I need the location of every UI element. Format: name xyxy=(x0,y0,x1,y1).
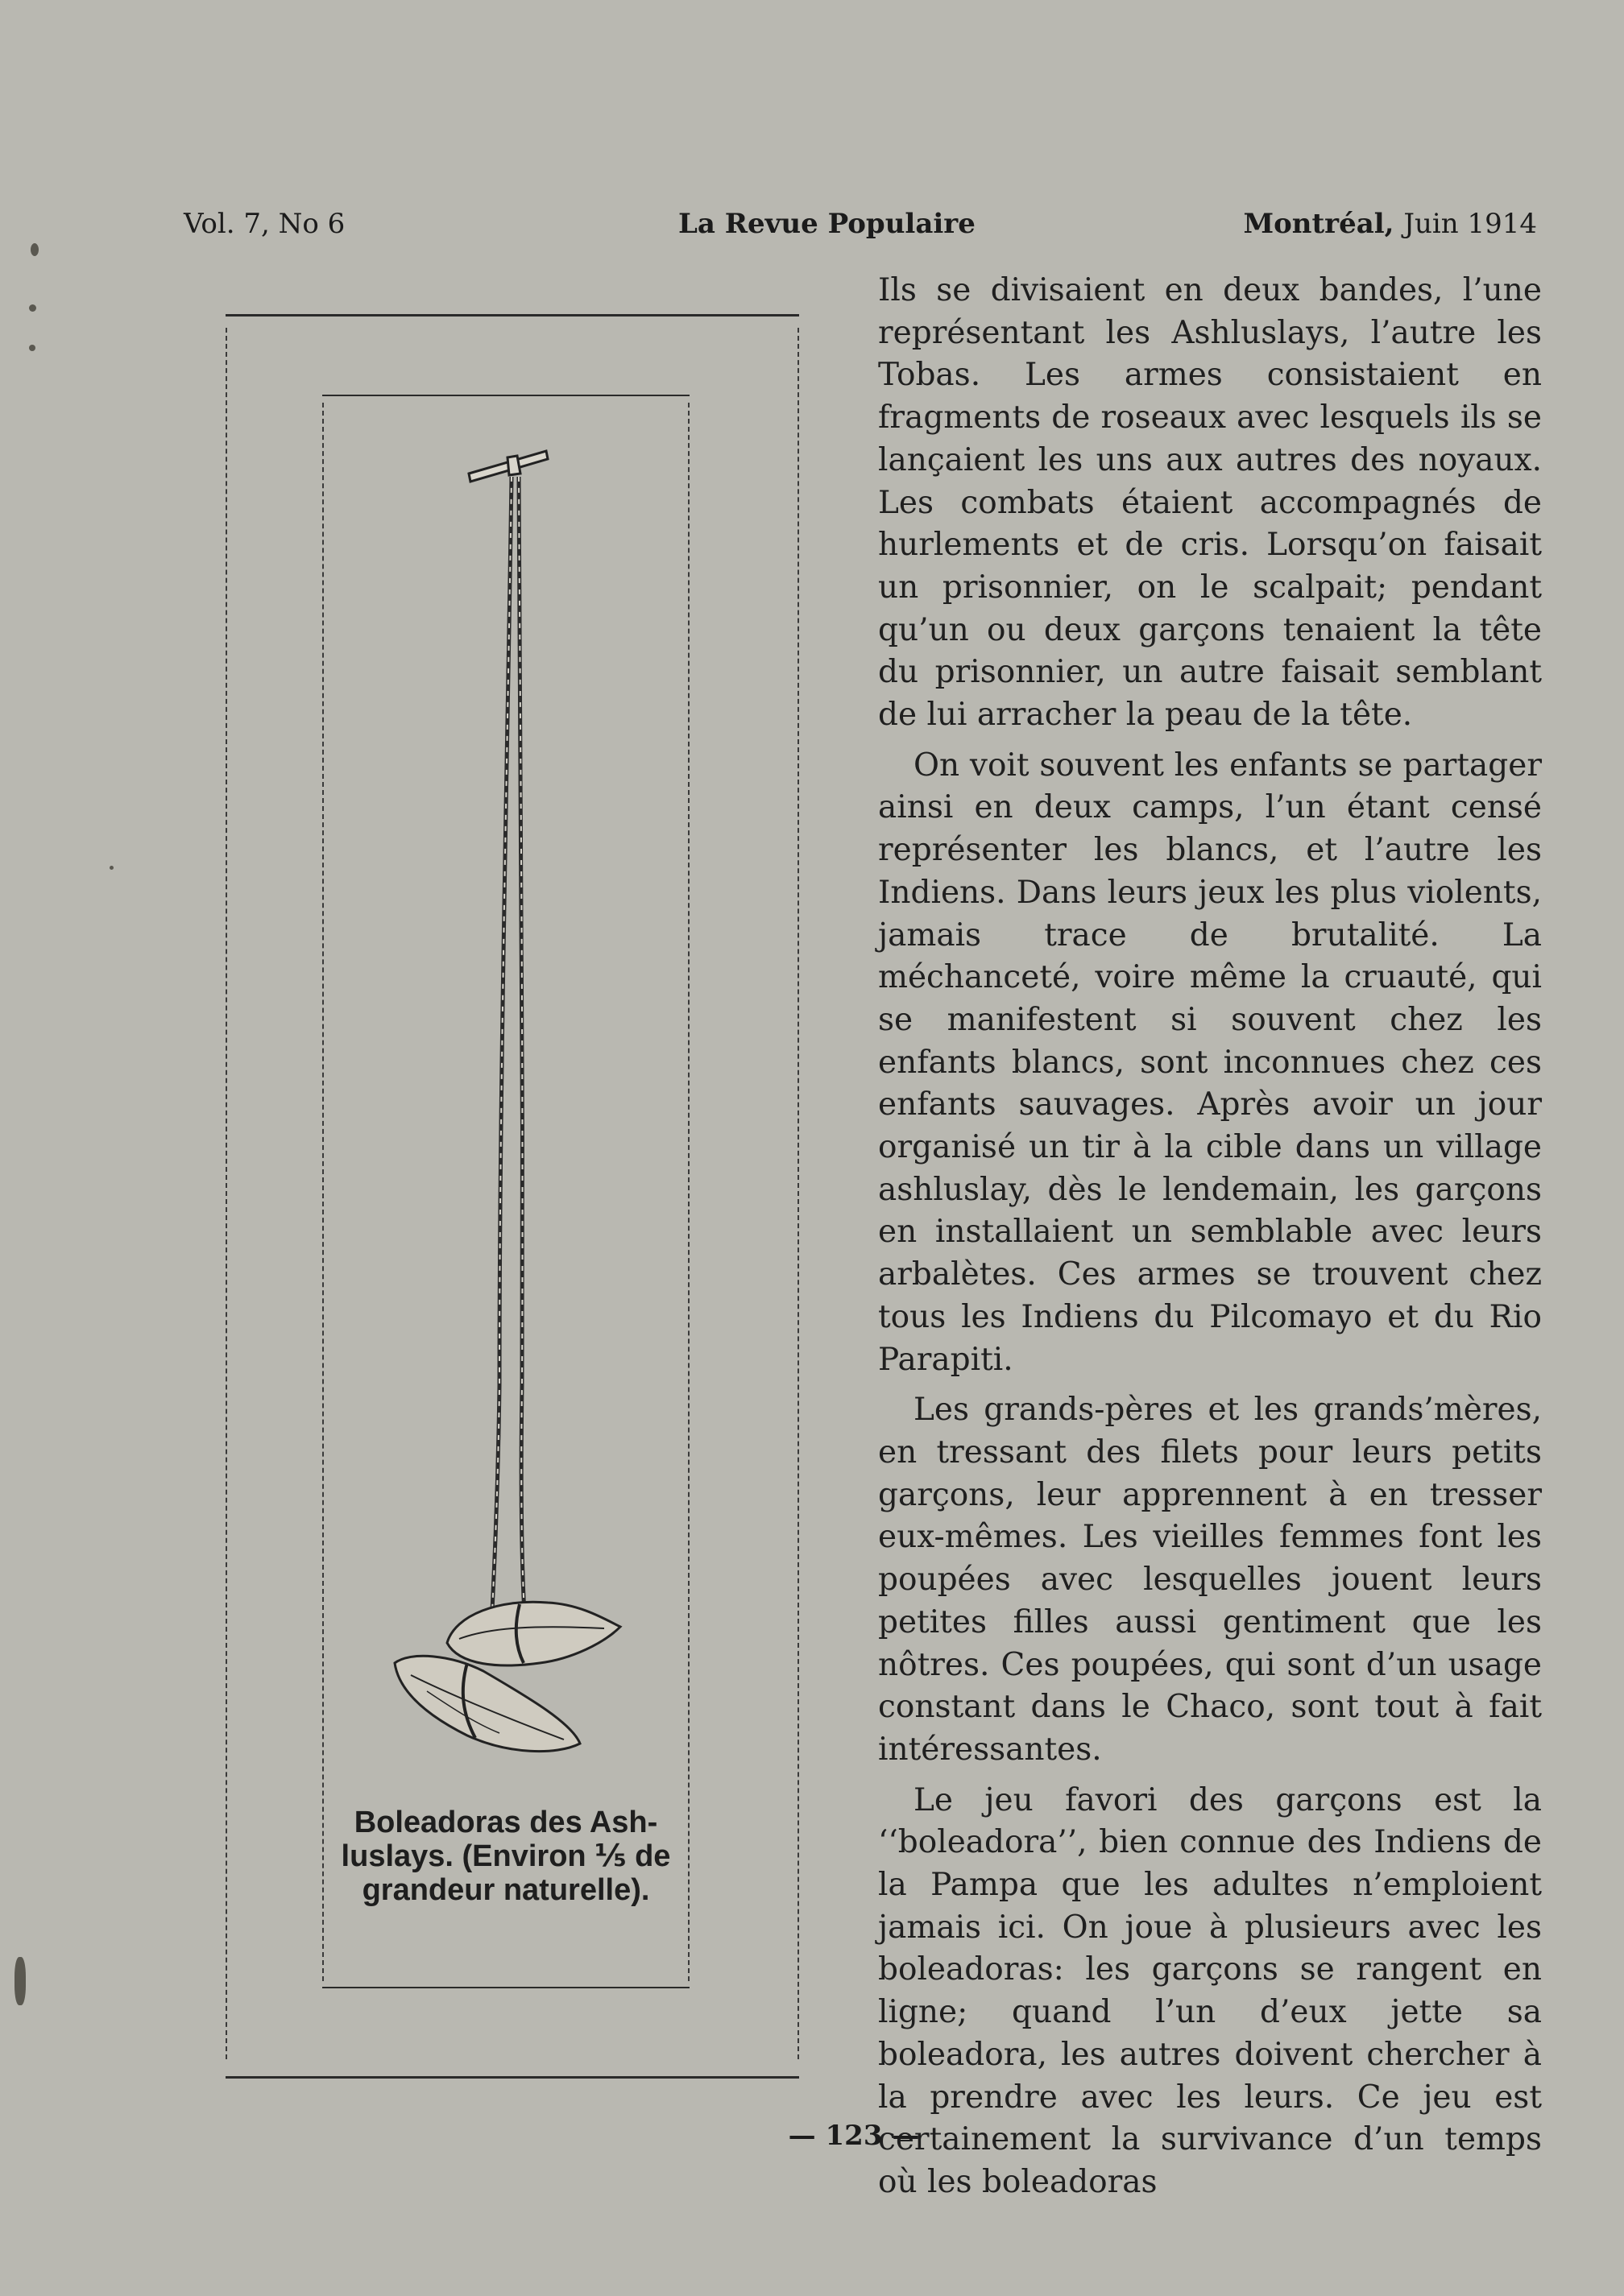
article-column xyxy=(878,270,1542,2212)
paper-speck xyxy=(29,345,35,351)
paragraph-1: Ils se divisaient en deux bandes, l’une représentant les Ashluslays, l’autre les Tobas. Les armes consistaient en fragments de roseaux avec lesquels ils se lançaient les uns aux autres des noyaux. Les combats étaient accompagnés de hurlements et de cris. Lorsqu’on faisait un prisonnier, on le scalpait; pendant qu’un ou deux garçons tenaient la tête du prisonnier, un autre faisait semblant de lui arracher la peau de la tête. xyxy=(878,272,1542,734)
paragraph-2: On voit souvent les enfants se partager ainsi en deux camps, l’un étant censé représenter les blancs, et l’autre les Indiens. Dans leurs jeux les plus violents, jamais trace de brutalité. La méchanceté, voire même la cruauté, qui se manifestent si souvent chez les enfants blancs, sont inconnues chez ces enfants sauvages. Après avoir un jour organisé un tir à la cible dans un village ashluslay, dès le lendemain, les garçons en installaient un semblable avec leurs arbalètes. Ces armes se trouvent chez tous les Indiens du Pilcomayo et du Rio Parapiti. xyxy=(878,747,1542,1378)
handle-bar xyxy=(469,451,548,482)
figure-caption: Boleadoras des Ash-luslays. (Environ ⅕ de grandeur naturelle). xyxy=(341,1806,671,1907)
boleadora-illustration xyxy=(379,435,636,1780)
cords xyxy=(490,477,525,1659)
inner-frame-right-line xyxy=(688,403,690,1981)
paragraph-3: Les grands-pères et les grands’mères, en tressant des filets pour leurs petits garçons, leur apprennent à en tresser eux-mêmes. Les vieilles femmes font les poupées avec lesquelles jouent leurs petites filles aussi gentiment que les nôtres. Ces poupées, qui sont d’un usage constant dans le Chaco, sont tout à fait intéressantes. xyxy=(878,1392,1542,1768)
publication-title: La Revue Populaire xyxy=(678,208,976,240)
lower-stone xyxy=(395,1656,580,1751)
upper-stone xyxy=(447,1602,620,1665)
paragraph-4: Le jeu favori des garçons est la ‘‘boleadora’’, bien connue des Indiens de la Pampa que les adultes n’emploient jamais ici. On joue à plusieurs avec les boleadoras: les garçons se rangent en ligne; quand l’un d’eux jette sa boleadora, les autres doivent chercher à la prendre avec les leurs. Ce jeu est certainement la survivance d’un temps où les boleadoras xyxy=(878,1781,1542,2200)
publication-date xyxy=(1243,208,1537,240)
inner-frame-left-line xyxy=(322,403,324,1981)
publication-month: Juin 1914 xyxy=(1403,208,1537,240)
paper-speck xyxy=(110,866,114,870)
paper-speck xyxy=(14,1957,26,2005)
paper-speck xyxy=(31,243,39,256)
page-header xyxy=(184,208,1537,245)
publication-place: Montréal, xyxy=(1243,208,1394,240)
volume-number: Vol. 7, No 6 xyxy=(184,208,346,240)
frame-left-line xyxy=(226,328,227,2059)
page-number: — 123 — xyxy=(788,2120,920,2152)
paper-speck xyxy=(29,304,36,312)
frame-right-line xyxy=(798,328,799,2059)
